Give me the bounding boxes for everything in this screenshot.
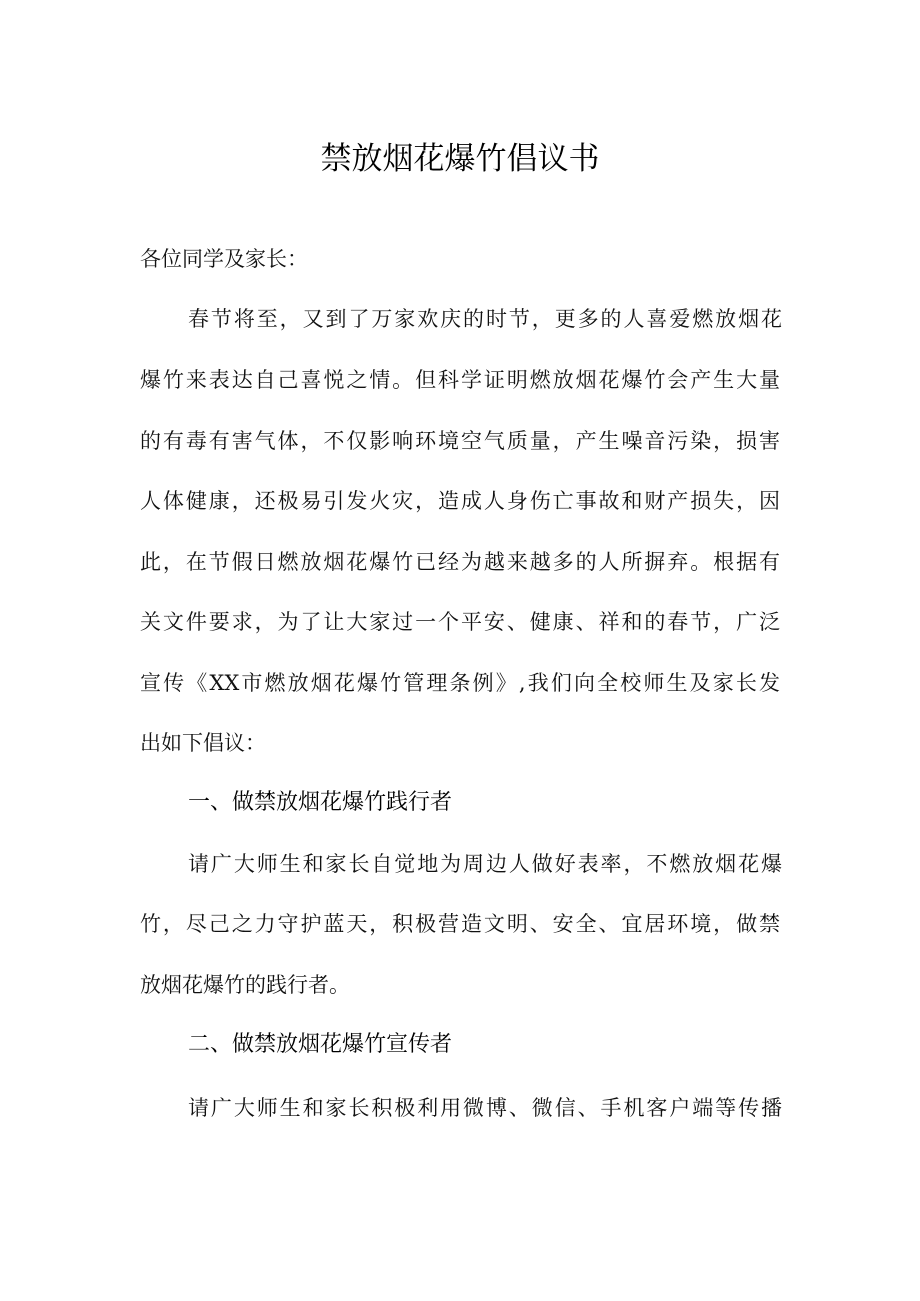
paragraph-line: 请广大师生和家长自觉地为周边人做好表率，不燃放烟花爆 — [188, 852, 782, 876]
paragraph-line: 竹，尽己之力守护蓝天，积极营造文明、安全、宜居环境，做禁 — [140, 912, 780, 936]
paragraph-line: 请广大师生和家长积极利用微博、微信、手机客户端等传播 — [188, 1096, 782, 1120]
paragraph-line: 人体健康，还极易引发火灾，造成人身伤亡事故和财产损失，因 — [140, 489, 780, 513]
paragraph-line: 此，在节假日燃放烟花爆竹已经为越来越多的人所摒弃。根据有 — [140, 550, 780, 574]
document-title: 禁放烟花爆竹倡议书 — [320, 141, 600, 177]
paragraph-line: 放烟花爆竹的践行者。 — [140, 973, 350, 997]
section-heading-2: 二、做禁放烟花爆竹宣传者 — [188, 1032, 453, 1057]
paragraph-line: 爆竹来表达自己喜悦之情。但科学证明燃放烟花爆竹会产生大量 — [140, 368, 780, 392]
salutation: 各位同学及家长： — [140, 247, 308, 271]
paragraph-line: 春节将至，又到了万家欢庆的时节，更多的人喜爱燃放烟花 — [188, 307, 782, 331]
paragraph-line: 关文件要求，为了让大家过一个平安、健康、祥和的春节，广泛 — [140, 610, 780, 634]
paragraph-line: 宣传《XX市燃放烟花爆竹管理条例》,我们向全校师生及家长发 — [140, 671, 780, 695]
paragraph-line: 的有毒有害气体，不仅影响环境空气质量，产生噪音污染，损害 — [140, 429, 780, 453]
section-heading-1: 一、做禁放烟花爆竹践行者 — [188, 790, 453, 815]
paragraph-line: 出如下倡议： — [140, 731, 266, 755]
